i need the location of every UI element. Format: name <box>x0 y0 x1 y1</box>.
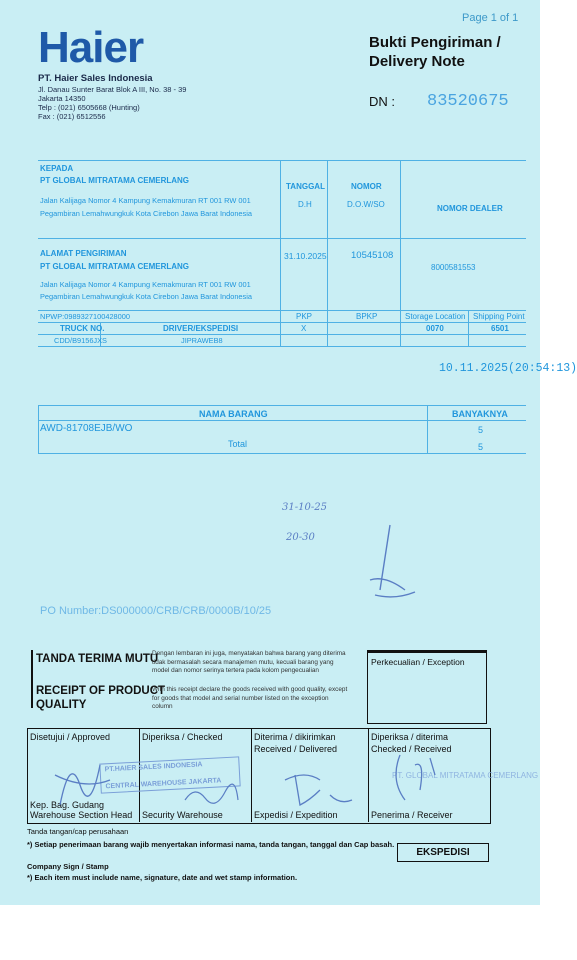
dn-number: 83520675 <box>427 92 509 111</box>
company-city: Jakarta 14350 <box>38 94 86 103</box>
items-left-border <box>38 405 39 453</box>
gmc-company-stamp: PT. GLOBAL MITRATAMA CEMERLANG <box>392 771 539 780</box>
item-row-name: AWD-81708EJB/WO <box>40 423 133 434</box>
dealer-number-value: 8000581553 <box>431 263 476 272</box>
alamat-name: PT GLOBAL MITRATAMA CEMERLANG <box>40 262 190 271</box>
sig-checked-label: Diperiksa / Checked <box>142 732 223 742</box>
signature-security-scribble <box>180 780 240 810</box>
driver-value: JIPRAWEB8 <box>181 336 223 345</box>
total-label: Total <box>228 439 248 449</box>
alamat-label: ALAMAT PENGIRIMAN <box>40 249 127 258</box>
company-name: PT. Haier Sales Indonesia <box>38 73 153 84</box>
delivery-order-value: 10545108 <box>351 250 394 261</box>
truck-no-label: TRUCK NO. <box>60 324 105 333</box>
items-table-top-border <box>38 405 526 406</box>
header-col-divider-4 <box>468 310 469 346</box>
handwritten-time: 20-30 <box>286 532 315 543</box>
kepada-address-1: Jalan Kalijaga Nomor 4 Kampung Kemakmuran RT 001 RW 001 <box>40 196 251 205</box>
signature-expedisi-scribble <box>280 765 370 810</box>
alamat-address-1: Jalan Kalijaga Nomor 4 Kampung Kemakmuran RT 001 RW 001 <box>40 280 251 289</box>
header-table-mid-border <box>38 238 526 239</box>
col-nama-barang: NAMA BARANG <box>199 409 268 419</box>
receipt-title-en-1: RECEIPT OF PRODUCT <box>36 685 166 697</box>
sig-received-label-1: Diperiksa / diterima <box>371 732 449 742</box>
company-address: Jl. Danau Sunter Barat Blok A III, No. 38 - 39 <box>38 85 187 94</box>
col-banyaknya: BANYAKNYA <box>452 409 508 419</box>
header-table-row-border-2 <box>38 334 526 335</box>
shipping-point-label: Shipping Point <box>473 312 525 321</box>
header-table-npwp-border <box>38 310 526 311</box>
header-col-divider-2 <box>327 160 328 346</box>
sig-kep-label-2: Warehouse Section Head <box>30 810 133 820</box>
copy-label-box: EKSPEDISI <box>397 843 489 862</box>
tanggal-sub: D.H <box>298 200 312 209</box>
total-qty: 5 <box>478 442 484 452</box>
items-table-bottom-border <box>38 453 526 454</box>
sig-penerima-label: Penerima / Receiver <box>371 810 453 820</box>
sig-expedisi-label: Expedisi / Expedition <box>254 810 338 820</box>
sig-security-label: Security Warehouse <box>142 810 223 820</box>
kepada-address-2: Pegambiran Lemahwungkuk Kota Cirebon Jawa Barat Indonesia <box>40 209 252 218</box>
footer-note-id: *) Setiap penerimaan barang wajib menyertakan informasi nama, tanda tangan, tanggal dan Cap basah. <box>27 840 395 849</box>
kepada-name: PT GLOBAL MITRATAMA CEMERLANG <box>40 176 190 185</box>
handwritten-date: 31-10-25 <box>282 502 327 513</box>
po-number: PO Number:DS000000/CRB/CRB/0000B/10/25 <box>40 605 272 617</box>
driver-label: DRIVER/EKSPEDISI <box>163 324 239 333</box>
items-table-header-border <box>38 420 526 421</box>
nomor-sub: D.O.W/SO <box>347 200 385 209</box>
print-timestamp: 10.11.2025(20:54:13) <box>439 362 577 375</box>
sig-delivered-label-2: Received / Delivered <box>254 744 338 754</box>
receipt-text-id: Dengan lembaran ini juga, menyatakan bahwa barang yang diterima tidak bermasalah secara manajemen mutu, kecuali barang yang model dan nomor serinya tertera pada kolom pengecualian <box>152 650 346 674</box>
haier-stamp-line-2: CENTRAL WAREHOUSE JAKARTA <box>105 777 222 791</box>
haier-stamp-line-1: PT.HAIER SALES INDONESIA <box>104 761 203 774</box>
footer-note-en: *) Each item must include name, signature, date and wet stamp information. <box>27 873 298 882</box>
sig-divider-2 <box>251 728 252 822</box>
signature-scribble-main <box>360 520 420 610</box>
kepada-label: KEPADA <box>40 164 74 173</box>
header-table-bottom-border <box>38 346 526 347</box>
sig-received-label-2: Checked / Received <box>371 744 452 754</box>
shipping-point-value: 6501 <box>491 324 509 333</box>
document-title-1: Bukti Pengiriman / <box>369 34 501 51</box>
item-row-qty: 5 <box>478 425 484 435</box>
receipt-text-en: With this receipt declare the goods received with good quality, except for goods that model and serial number listed on the exception column <box>152 686 348 710</box>
truck-no-value: CDD/B9156JXS <box>54 336 107 345</box>
header-col-divider-3 <box>400 160 401 346</box>
sig-approved-label: Disetujui / Approved <box>30 732 111 742</box>
signature-receiver-scribble <box>380 750 450 805</box>
company-fax: Fax : (021) 6512556 <box>38 112 106 121</box>
document-title-2: Delivery Note <box>369 53 465 70</box>
sig-delivered-label-1: Diterima / dikirimkan <box>254 732 336 742</box>
storage-location-label: Storage Location <box>405 312 466 321</box>
sig-kep-label-1: Kep. Bag. Gudang <box>30 800 105 810</box>
page-number: Page 1 of 1 <box>462 12 519 24</box>
signature-approved-scribble <box>40 745 120 810</box>
dn-label: DN : <box>369 94 395 109</box>
footer-company-sign: Company Sign / Stamp <box>27 862 109 871</box>
receipt-left-bracket <box>31 650 33 708</box>
delivery-date-value: 31.10.2025 <box>284 251 327 261</box>
company-telp: Telp : (021) 6505668 (Hunting) <box>38 103 140 112</box>
receipt-title-en-2: QUALITY <box>36 699 87 711</box>
footer-sign-company: Tanda tangan/cap perusahaan <box>27 827 129 836</box>
exception-label: Perkecualian / Exception <box>371 657 465 667</box>
nomor-label: NOMOR <box>351 182 382 191</box>
header-col-divider-1 <box>280 160 281 346</box>
tanggal-label: TANGGAL <box>286 182 325 191</box>
items-col-divider <box>427 405 428 453</box>
pkp-value: X <box>301 324 307 333</box>
npwp-number: NPWP:0989327100428000 <box>40 312 130 321</box>
pkp-label: PKP <box>296 312 313 321</box>
haier-logo: Haier <box>38 23 144 72</box>
receipt-title-id: TANDA TERIMA MUTU <box>36 653 159 665</box>
storage-location-value: 0070 <box>426 324 444 333</box>
dealer-label: NOMOR DEALER <box>437 204 503 213</box>
header-table-top-border <box>38 160 526 161</box>
bpkp-label: BPKP <box>356 312 378 321</box>
alamat-address-2: Pegambiran Lemahwungkuk Kota Cirebon Jawa Barat Indonesia <box>40 292 252 301</box>
header-table-row-border <box>38 322 526 323</box>
